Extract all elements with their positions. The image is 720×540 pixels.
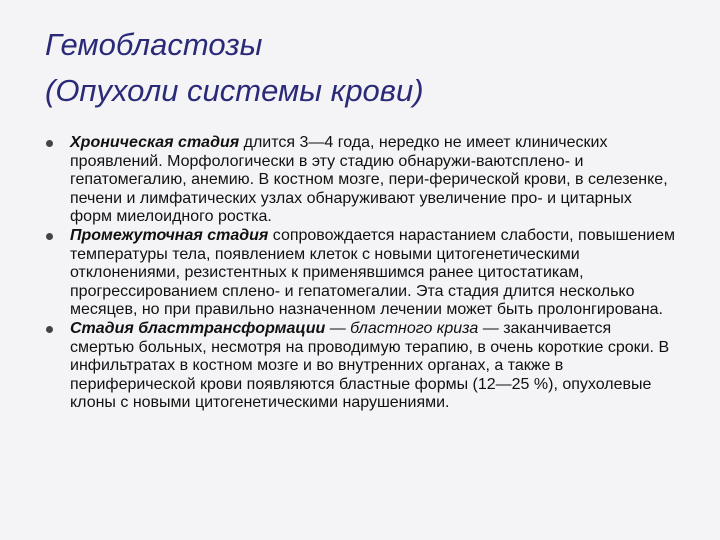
bullet-italic-note: — бластного криза — — [325, 319, 499, 337]
title-line-1: Гемобластозы — [45, 27, 263, 62]
slide-title — [45, 22, 424, 114]
bullet-text: длится 3—4 года, нередко не имеет клинических проявлений. Морфологически в эту стадию обнаружи-ваютсплено- и гепатомегалию, анемию. В костном мозге, пери-ферической крови, в селезенке, печени и лимфатических узлах обнаруживают увеличение про- и цитарных форм миелоидного ростка. — [70, 134, 668, 226]
bullet-text: заканчивается смертью больных, несмотря на проводимую терапию, в очень короткие сроки. В инфильтратах в костном мозге и во внутренних органах, а также в периферической крови появляются бластные формы (12—25 %), опухолевые клоны с новыми цитогенетическими нарушениями. — [70, 319, 670, 412]
bullet-term: Стадия бласттрансформации — [70, 319, 326, 337]
bullet-list — [46, 134, 676, 413]
bullet-item-blast-stage — [46, 320, 676, 413]
bullet-item-intermediate-stage — [46, 227, 676, 320]
bullet-term: Промежуточная стадия — [70, 226, 269, 244]
bullet-item-chronic-stage — [46, 134, 676, 227]
bullet-text: сопровождается нарастанием слабости, повышением температуры тела, появлением клеток с новыми цитогенетическими отклонениями, резистентных к применявшимся ранее цитостатикам, прогрессированием сплено- и гепатомегалии. Эта стадия длится несколько месяцев, но при правильно назначенном лечении может быть пролонгирована. — [70, 226, 676, 319]
bullet-dot-icon — [46, 326, 53, 333]
bullet-dot-icon — [46, 233, 53, 240]
title-line-2: (Опухоли системы крови) — [45, 73, 424, 108]
bullet-term: Хроническая стадия — [70, 134, 240, 151]
bullet-dot-icon — [46, 140, 53, 147]
